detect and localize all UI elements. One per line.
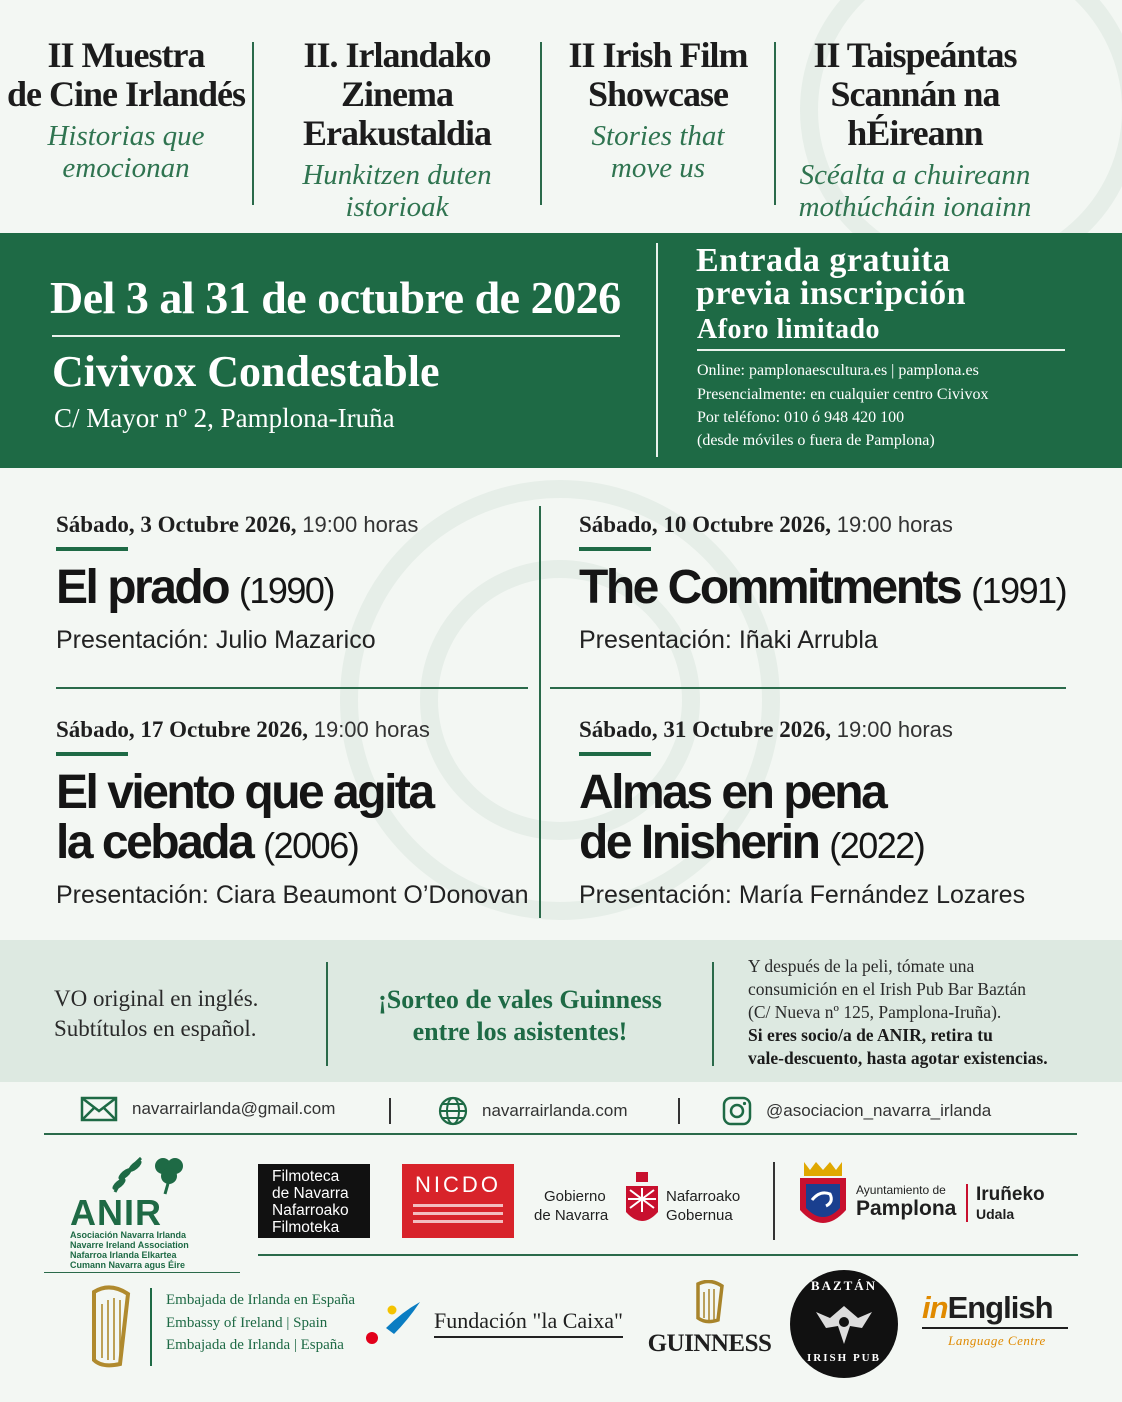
divider — [773, 1162, 775, 1240]
baztan-line: BAZTÁN — [810, 1278, 878, 1293]
divider — [656, 243, 658, 457]
divider — [550, 687, 1066, 689]
registration-online: Online: pamplonaescultura.es | pamplona.es — [697, 362, 979, 379]
entry-registration: previa inscripción — [696, 275, 966, 312]
title-line: II Irish Film — [568, 35, 748, 75]
nicdo-logo — [402, 1164, 514, 1238]
film-presenter: Presentación: Julio Mazarico — [56, 626, 376, 654]
ayuntamiento-pamplona-logo — [796, 1158, 1066, 1238]
event-dates: Del 3 al 31 de octubre de 2026 — [50, 272, 621, 323]
caixa-star-icon — [362, 1298, 424, 1350]
pub-line: Y después de la peli, tómate una — [748, 956, 975, 976]
gobierno-line: Gobernua — [666, 1207, 733, 1224]
divider — [539, 506, 541, 918]
nicdo-fineprint — [413, 1212, 503, 1215]
film-date-text: Sábado, 3 Octubre 2026, — [56, 512, 297, 537]
title-irish — [776, 35, 1054, 223]
member-line: Si eres socio/a de ANIR, retira tu — [748, 1025, 993, 1045]
anir-logo — [70, 1152, 240, 1270]
inenglish-tagline: Language Centre — [948, 1333, 1046, 1348]
inenglish-underline — [922, 1327, 1068, 1329]
title-line: Zinema Erakustaldia — [302, 74, 492, 153]
title-spanish — [0, 36, 252, 211]
pub-line: (C/ Nueva nº 125, Pamplona-Iruña). — [748, 1002, 1002, 1022]
info-band — [0, 940, 1122, 1082]
filmoteca-line: Filmoteca — [272, 1168, 340, 1185]
subtitle-line: mothúcháin ionainn — [798, 191, 1032, 223]
capacity-note: Aforo limitado — [697, 314, 881, 345]
inenglish-word: English — [947, 1290, 1053, 1325]
film-title-text: de Inisherin — [579, 816, 819, 869]
navarra-shield-icon — [624, 1172, 660, 1230]
gobierno-line: Gobierno — [544, 1188, 606, 1205]
film-time: 19:00 horas — [836, 717, 953, 742]
nicdo-fineprint — [413, 1204, 503, 1207]
eagle-icon — [812, 1298, 876, 1350]
film-title — [56, 563, 418, 616]
film-title — [579, 563, 1066, 616]
raffle-line: entre los asistentes! — [412, 1017, 628, 1046]
ayto-divider — [966, 1184, 968, 1222]
accent-bar — [56, 752, 128, 756]
film-presenter: Presentación: Ciara Beaumont O’Donovan — [56, 881, 529, 909]
divider — [56, 687, 528, 689]
title-line: II Muestra — [47, 35, 205, 75]
film-title-text: la cebada — [56, 816, 253, 869]
subtitle-line: Scéalta a chuireann — [799, 159, 1031, 191]
title-line: Showcase — [587, 74, 728, 114]
anir-line: Nafarroa Irlanda Elkartea — [70, 1250, 177, 1260]
film-time: 19:00 horas — [302, 512, 419, 537]
film-card — [56, 512, 418, 655]
divider — [52, 335, 620, 337]
film-year: (1990) — [238, 570, 334, 611]
divider — [326, 962, 328, 1066]
mail-icon — [80, 1096, 118, 1122]
film-title-text: El viento que agita — [56, 766, 433, 819]
instagram-link[interactable]: @asociacion_navarra_irlanda — [766, 1101, 992, 1120]
film-title-text: Almas en pena — [579, 766, 886, 819]
instagram-icon — [722, 1096, 752, 1126]
film-title — [579, 768, 1025, 871]
ayto-line: Pamplona — [856, 1197, 957, 1220]
header-titles — [0, 35, 1122, 223]
baztan-pub-logo — [790, 1270, 898, 1378]
registration-phone: Por teléfono: 010 ó 948 420 100 — [697, 409, 905, 426]
embassy-line: Embassy of Ireland | Spain — [166, 1315, 328, 1331]
divider — [44, 1272, 240, 1273]
filmoteca-line: Nafarroako — [272, 1202, 349, 1219]
film-year: (2006) — [263, 825, 359, 866]
raffle-note — [340, 984, 700, 1048]
contact-bar — [0, 1090, 1122, 1130]
la-caixa-logo — [362, 1298, 627, 1350]
film-card — [579, 512, 1066, 655]
divider — [678, 1098, 680, 1124]
registration-phone-note: (desde móviles o fuera de Pamplona) — [697, 432, 935, 449]
raffle-line: ¡Sorteo de vales Guinness — [378, 985, 662, 1014]
film-title — [56, 768, 529, 871]
nicdo-name: NICDO — [415, 1172, 501, 1197]
entry-free: Entrada gratuita — [696, 242, 951, 279]
ayto-line: Udala — [976, 1206, 1015, 1222]
member-line: vale-descuento, hasta agotar existencias. — [748, 1048, 1048, 1068]
anir-line: Navarre Ireland Association — [70, 1240, 189, 1250]
film-card — [56, 717, 529, 910]
ayto-line: Iruñeko — [976, 1184, 1045, 1205]
subtitle-line: Historias que — [47, 120, 205, 152]
embassy-line: Embajada de Irlanda | España — [166, 1337, 344, 1353]
embassy-line: Embajada de Irlanda en España — [166, 1292, 356, 1308]
divider — [712, 962, 714, 1066]
film-date-text: Sábado, 17 Octubre 2026, — [56, 717, 308, 742]
contact-website[interactable] — [438, 1096, 628, 1126]
contact-email[interactable] — [80, 1096, 335, 1122]
embassy-divider — [150, 1288, 152, 1366]
gobierno-line: Nafarroako — [666, 1188, 741, 1205]
language-line: VO original en inglés. — [54, 986, 259, 1011]
film-date — [56, 717, 529, 743]
pub-line: consumición en el Irish Pub Bar Baztán — [748, 979, 1026, 999]
embassy-ireland-logo — [80, 1284, 370, 1370]
accent-bar — [579, 547, 651, 551]
nicdo-fineprint — [413, 1220, 503, 1223]
inenglish-name — [922, 1290, 1072, 1326]
event-venue: Civivox Condestable — [52, 347, 440, 396]
registration-in-person: Presencialmente: en cualquier centro Civivox — [697, 386, 989, 403]
film-presenter: Presentación: Iñaki Arrubla — [579, 626, 878, 654]
event-address: C/ Mayor nº 2, Pamplona-Iruña — [54, 403, 395, 433]
film-date-text: Sábado, 31 Octubre 2026, — [579, 717, 831, 742]
title-line: II. Irlandako — [303, 35, 491, 75]
divider — [44, 1133, 1077, 1135]
event-band — [0, 233, 1122, 468]
baztan-line: IRISH PUB — [807, 1352, 881, 1364]
anir-line: Cumann Navarra agus Éire — [70, 1260, 186, 1270]
film-date-text: Sábado, 10 Octubre 2026, — [579, 512, 831, 537]
title-line: Scannán na hÉireann — [830, 74, 1000, 153]
shamrock-icon — [95, 1152, 195, 1196]
title-basque — [254, 35, 540, 223]
subtitle-line: istorioak — [345, 191, 449, 223]
title-english — [542, 36, 774, 211]
film-date — [56, 512, 418, 538]
guinness-name: GUINNESS — [647, 1330, 772, 1357]
pub-note — [748, 955, 1048, 1070]
film-card — [579, 717, 1025, 910]
anir-line: Asociación Navarra Irlanda — [70, 1230, 187, 1240]
subtitle-line: move us — [610, 152, 706, 184]
film-title-text: The Commitments — [579, 561, 961, 614]
accent-bar — [56, 547, 128, 551]
film-year: (2022) — [829, 825, 925, 866]
accent-bar — [579, 752, 651, 756]
gobierno-line: de Navarra — [534, 1207, 609, 1224]
title-line: de Cine Irlandés — [6, 74, 246, 114]
anir-name: ANIR — [70, 1192, 162, 1233]
subtitles-line: Subtítulos en español. — [54, 1016, 257, 1041]
contact-instagram[interactable] — [722, 1096, 991, 1126]
language-note — [54, 984, 258, 1044]
film-title-text: El prado — [56, 561, 229, 614]
film-time: 19:00 horas — [836, 512, 953, 537]
subtitle-line: Hunkitzen duten — [302, 159, 492, 191]
inenglish-prefix: in — [922, 1290, 948, 1325]
gobierno-navarra-logo — [532, 1172, 762, 1232]
film-time: 19:00 horas — [313, 717, 430, 742]
website-link[interactable]: navarrairlanda.com — [482, 1101, 628, 1120]
filmoteca-line: de Navarra — [272, 1185, 349, 1202]
film-year: (1991) — [971, 570, 1067, 611]
pamplona-shield-icon — [796, 1158, 850, 1236]
filmoteca-line: Filmoteka — [272, 1219, 340, 1236]
film-date — [579, 512, 1066, 538]
divider — [389, 1098, 391, 1124]
film-presenter: Presentación: María Fernández Lozares — [579, 881, 1026, 909]
divider — [258, 1254, 1078, 1256]
guinness-harp-icon — [690, 1280, 730, 1324]
email-link[interactable]: navarrairlanda@gmail.com — [132, 1099, 336, 1118]
globe-icon — [438, 1096, 468, 1126]
filmoteca-logo — [258, 1164, 370, 1238]
film-date — [579, 717, 1025, 743]
subtitle-line: emocionan — [62, 152, 190, 184]
inenglish-logo — [922, 1290, 1072, 1356]
subtitle-line: Stories that — [591, 120, 725, 152]
harp-icon — [80, 1284, 140, 1370]
title-line: II Taispeántas — [813, 35, 1017, 75]
divider — [697, 349, 1065, 351]
ayto-line: Ayuntamiento de — [856, 1183, 946, 1197]
guinness-logo — [642, 1280, 777, 1360]
la-caixa-name: Fundación "la Caixa" — [434, 1308, 623, 1338]
